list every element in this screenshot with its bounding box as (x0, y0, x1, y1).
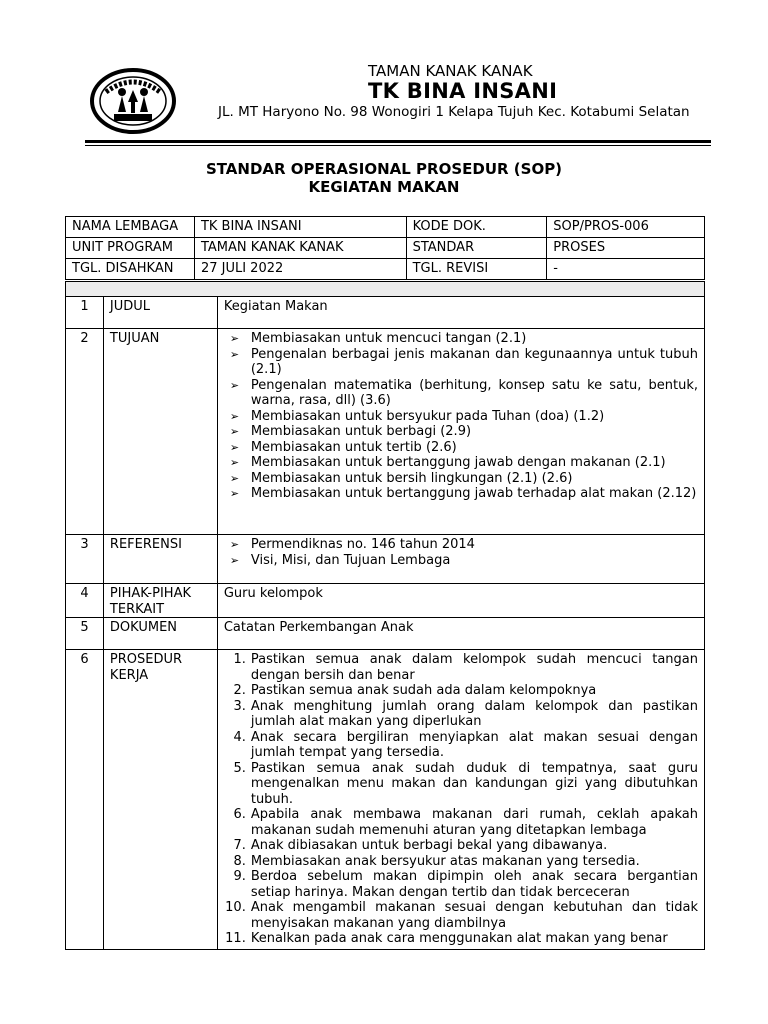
header-subtitle: TAMAN KANAK KANAK (368, 62, 533, 80)
list-item: 3. Anak menghitung jumlah orang dalam kelompok dan pastikan jumlah alat makan yang diperlukan (233, 698, 698, 729)
row-label: TUJUAN (103, 329, 217, 535)
list-item: 2. Pastikan semua anak sudah ada dalam kelompoknya (233, 683, 597, 698)
header-address: JL. MT Haryono No. 98 Wonogiri 1 Kelapa Tujuh Kec. Kotabumi Selatan (218, 104, 690, 120)
list-item: 10. Anak mengambil makanan sesuai dengan kebutuhan dan tidak menyisakan makanan yang diambilnya (225, 900, 698, 931)
row-content: Guru kelompok (217, 584, 704, 618)
referensi-list (224, 537, 698, 568)
row-label: PROSEDUR KERJA (103, 650, 217, 950)
list-item: ➢ Membiasakan untuk bersyukur pada Tuhan (doa) (1.2) (224, 409, 698, 425)
info-label: STANDAR (406, 238, 547, 259)
header-rule-thin (85, 145, 711, 146)
list-item: ➢ Membiasakan untuk berbagi (2.9) (224, 424, 698, 440)
row-number: 4 (66, 584, 104, 618)
document-info-table (65, 216, 705, 280)
list-item: ➢ Membiasakan untuk bersih lingkungan (2.1) (2.6) (224, 471, 698, 487)
document-title: STANDAR OPERASIONAL PROSEDUR (SOP) (205, 160, 563, 178)
info-label: TGL. REVISI (406, 259, 547, 280)
school-emblem-logo (90, 68, 176, 134)
row-content: Kegiatan Makan (217, 297, 704, 329)
row-number: 3 (66, 535, 104, 584)
list-item: ➢ Membiasakan untuk tertib (2.6) (224, 440, 698, 456)
info-label: TGL. DISAHKAN (66, 259, 195, 280)
header-school-name: TK BINA INSANI (368, 79, 558, 103)
list-item: ➢ Membiasakan untuk bertanggung jawab dengan makanan (2.1) (224, 455, 698, 471)
document-subtitle: KEGIATAN MAKAN (308, 178, 460, 196)
table-row-pihak (66, 584, 705, 618)
table-row (66, 259, 705, 280)
tujuan-list (224, 331, 698, 502)
table-row (66, 217, 705, 238)
table-row (66, 238, 705, 259)
row-number: 5 (66, 618, 104, 650)
info-label: NAMA LEMBAGA (66, 217, 195, 238)
prosedur-steps-list (224, 652, 698, 947)
header-rule-thick (85, 140, 711, 143)
info-label: UNIT PROGRAM (66, 238, 195, 259)
list-item: 7. Anak dibiasakan untuk berbagi bekal yang dibawanya. (233, 838, 608, 853)
row-number: 2 (66, 329, 104, 535)
list-item: ➢ Pengenalan matematika (berhitung, konsep satu ke satu, bentuk, warna, rasa, dll) (3.6) (224, 378, 698, 409)
table-row-tujuan (66, 329, 705, 535)
table-spacer-row (66, 282, 705, 297)
table-row-referensi (66, 535, 705, 584)
list-item: 4. Anak secara bergiliran menyiapkan alat makan sesuai dengan jumlah tempat yang tersedia. (233, 729, 698, 760)
sop-content-table (65, 281, 705, 950)
row-number: 1 (66, 297, 104, 329)
info-value: TK BINA INSANI (194, 217, 406, 238)
info-value: - (547, 259, 705, 280)
row-content: Catatan Perkembangan Anak (217, 618, 704, 650)
info-value: 27 JULI 2022 (194, 259, 406, 280)
list-item: 5. Pastikan semua anak sudah duduk di tempatnya, saat guru mengenalkan menu makan dan kandungan gizi yang dibutuhkan tubuh. (233, 760, 698, 807)
list-item: 9. Berdoa sebelum makan dipimpin oleh anak secara bergantian setiap harinya. Makan dengan tertib dan tidak berceceran (233, 869, 698, 900)
list-item: 6. Apabila anak membawa makanan dari rumah, ceklah apakah makanan sudah memenuhi aturan yang ditetapkan lembaga (233, 807, 698, 838)
list-item: ➢ Membiasakan untuk bertanggung jawab terhadap alat makan (2.12) (224, 486, 698, 502)
table-row-prosedur (66, 650, 705, 950)
table-row-judul (66, 297, 705, 329)
list-item: ➢ Permendiknas no. 146 tahun 2014 (224, 537, 698, 553)
list-item: 8. Membiasakan anak bersyukur atas makanan yang tersedia. (233, 853, 640, 869)
list-item: 1. Pastikan semua anak dalam kelompok sudah mencuci tangan dengan bersih dan benar (233, 652, 698, 683)
row-label: JUDUL (103, 297, 217, 329)
table-row-dokumen (66, 618, 705, 650)
info-value: PROSES (547, 238, 705, 259)
row-content (217, 329, 704, 535)
row-content (217, 535, 704, 584)
info-label: KODE DOK. (406, 217, 547, 238)
row-label: DOKUMEN (103, 618, 217, 650)
row-content (217, 650, 704, 950)
list-item: ➢ Pengenalan berbagai jenis makanan dan kegunaannya untuk tubuh (2.1) (224, 347, 698, 378)
list-item: 11. Kenalkan pada anak cara menggunakan alat makan yang benar (225, 931, 668, 946)
info-value: TAMAN KANAK KANAK (194, 238, 406, 259)
list-item: ➢ Visi, Misi, dan Tujuan Lembaga (224, 553, 698, 569)
info-value: SOP/PROS-006 (547, 217, 705, 238)
list-item: ➢ Membiasakan untuk mencuci tangan (2.1) (224, 331, 698, 347)
row-label: REFERENSI (103, 535, 217, 584)
row-label: PIHAK-PIHAK TERKAIT (103, 584, 217, 618)
row-number: 6 (66, 650, 104, 950)
